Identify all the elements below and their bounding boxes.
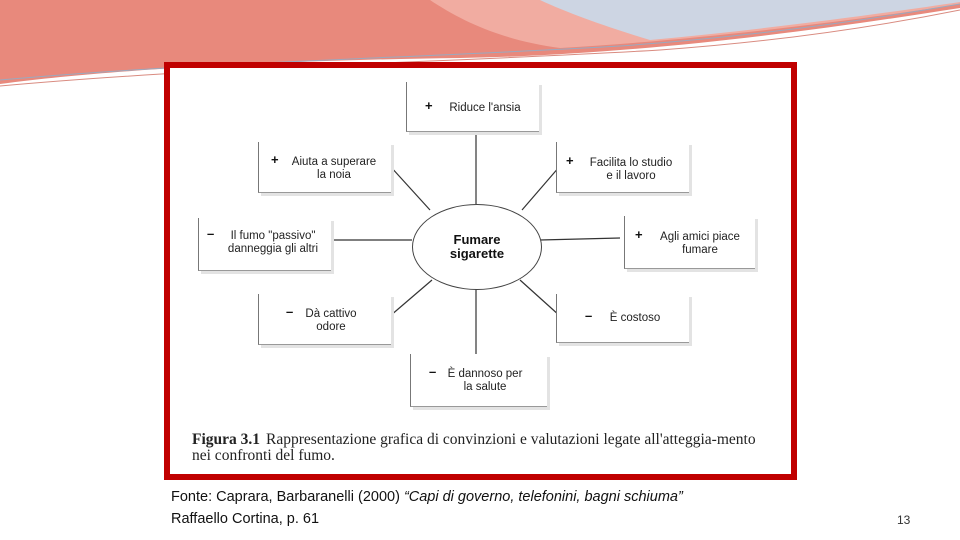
node-label-line-2: e il lavoro — [606, 170, 656, 182]
node-label-line-1: Riduce l'ansia — [449, 102, 521, 114]
source-title: “Capi di governo, telefonini, bagni schiuma” — [403, 489, 683, 505]
center-node — [412, 204, 542, 290]
node-label-line-2: fumare — [682, 244, 718, 256]
node-amici-fumare — [624, 216, 755, 269]
caption-label: Figura 3.1 — [192, 431, 261, 448]
minus-sign: – — [207, 226, 215, 241]
node-fumo-passivo — [198, 218, 331, 271]
plus-sign: + — [635, 227, 643, 242]
figure-frame — [164, 62, 797, 480]
node-label-line-1: Facilita lo studio — [589, 157, 673, 169]
plus-sign: + — [566, 153, 574, 168]
minus-sign: – — [585, 308, 593, 323]
node-label-line-2: la noia — [317, 169, 351, 181]
center-line-1: Fumare — [453, 232, 501, 247]
node-label-line-1: È dannoso per — [447, 368, 523, 380]
plus-sign: + — [271, 152, 279, 167]
plus-sign: + — [425, 98, 433, 113]
node-facilita-studio — [556, 142, 689, 193]
minus-sign: – — [429, 364, 437, 379]
source-line-2: Raffaello Cortina, p. 61 — [171, 511, 320, 527]
node-label-line-1: Aiuta a superare — [291, 156, 377, 168]
center-line-2: sigarette — [449, 246, 505, 261]
node-label-line-1: Il fumo "passivo" — [230, 230, 316, 242]
connector-right — [540, 238, 620, 240]
node-label-line-1: Dà cattivo — [305, 308, 357, 320]
node-label-line-2: danneggia gli altri — [227, 243, 319, 255]
source-prefix: Fonte: Caprara, Barbaranelli (2000) — [171, 489, 404, 505]
page-number: 13 — [897, 513, 911, 527]
node-cattivo-odore — [258, 294, 391, 345]
connector-top-left — [390, 166, 430, 210]
connector-bottom-right — [520, 280, 560, 316]
source-citation — [171, 486, 683, 530]
node-label-line-1: È costoso — [609, 312, 661, 324]
node-aiuta-noia — [258, 142, 391, 193]
node-costoso — [556, 294, 689, 343]
node-label-line-2: la salute — [463, 381, 507, 393]
node-label-line-1: Agli amici piace — [660, 231, 740, 243]
connector-top-right — [522, 166, 560, 210]
node-label-line-2: odore — [316, 321, 346, 333]
source-line-1 — [171, 486, 683, 508]
minus-sign: – — [286, 304, 294, 319]
figure-caption — [192, 432, 777, 464]
caption-text: Rappresentazione grafica di convinzioni e valutazioni legate all'atteggia-mento nei confronti del fumo. — [192, 431, 756, 464]
connector-bottom-left — [390, 280, 432, 316]
node-dannoso-salute — [410, 354, 547, 407]
node-riduce-ansia — [406, 82, 539, 132]
